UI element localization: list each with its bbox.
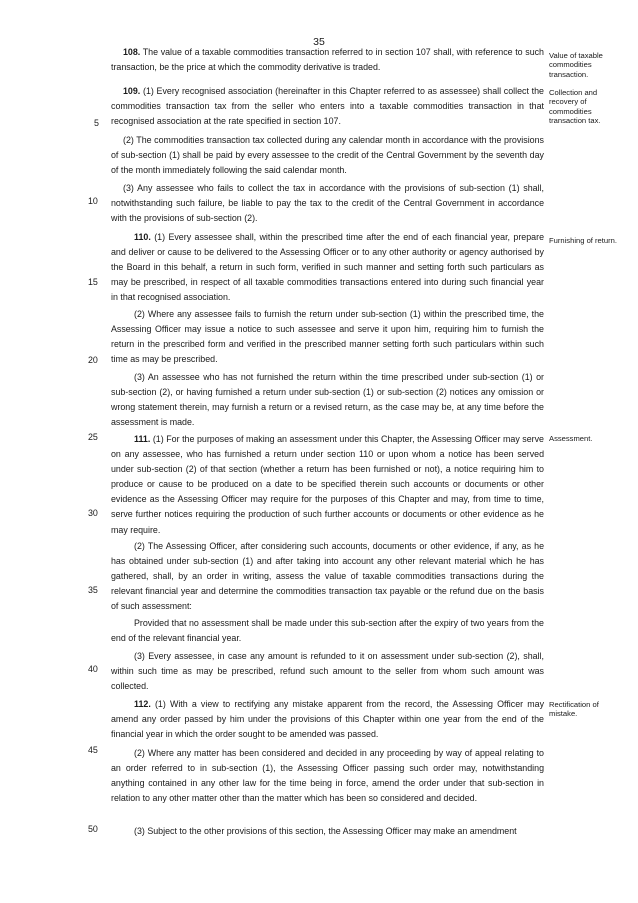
paragraph-text: (1) Every assessee shall, within the prescribed time after the end of each financial year, prepare and deliver or cause to be delivered to the Assessing Officer or to any other authority or agency authorised by the Board in this behalf, a return in such form, verified in such manner and setting forth such particulars as may be prescribed, in respect of all taxable commodities transactions entered into during such financial year in that recognised association. [111, 232, 545, 303]
sub-section-paragraph [111, 181, 544, 226]
sub-section-paragraph [111, 824, 544, 839]
sub-section-paragraph [111, 133, 544, 178]
line-number: 15 [88, 277, 98, 287]
sub-section-paragraph [111, 307, 544, 367]
line-number: 5 [94, 118, 99, 128]
paragraph-text: (3) Every assessee, in case any amount is refunded to it on assessment under sub-section (2), shall, within such time as may be prescribed, refund such amount to the seller from whom such amount was collected. [111, 651, 544, 692]
section-paragraph [111, 84, 544, 129]
sub-section-paragraph [111, 539, 544, 614]
paragraph-text: (1) With a view to rectifying any mistake apparent from the record, the Assessing Officer may amend any order passed by him under the provisions of this Chapter within one year from the end of the financial year in which the order sought to be amended was passed. [111, 699, 545, 740]
margin-note: Rectification of mistake. [549, 700, 599, 719]
line-number: 40 [88, 664, 98, 674]
section-number: 109. [123, 86, 141, 96]
line-number: 50 [88, 824, 98, 834]
line-number: 45 [88, 745, 98, 755]
sub-section-paragraph [111, 746, 544, 806]
paragraph-text: Provided that no assessment shall be made under this sub-section after the expiry of two years from the end of the relevant financial year. [111, 618, 544, 644]
sub-section-paragraph [111, 649, 544, 694]
section-paragraph [111, 697, 544, 742]
paragraph-text: (3) Subject to the other provisions of this section, the Assessing Officer may make an amendment [134, 826, 517, 836]
paragraph-text: (2) The Assessing Officer, after considering such accounts, documents or other evidence, if any, as he has obtained under sub-section (1) and after taking into account any other relevant material which he has gathered, shall, by an order in writing, assess the value of taxable commodities transactions during the relevant financial year and determine the commodities transaction tax payable or the refund due on the basis of such assessment: [111, 541, 544, 612]
paragraph-text: (3) Any assessee who fails to collect the tax in accordance with the provisions of sub-section (1) shall, notwithstanding such failure, be liable to pay the tax to the credit of the Central Government in accordance with the provisions of sub-section (2). [111, 183, 544, 224]
paragraph-text: (2) Where any matter has been considered and decided in any proceeding by way of appeal relating to an order referred to in sub-section (1), the Assessing Officer passing such order may, notwithstanding anything contained in any other law for the time being in force, amend the order under that sub-section in relation to any other matter other than the matter which has been so considered and decided. [111, 748, 544, 804]
line-number: 10 [88, 196, 98, 206]
sub-section-paragraph [111, 616, 544, 646]
margin-note: Collection and recovery of commodities transaction tax. [549, 88, 601, 126]
paragraph-text: (2) Where any assessee fails to furnish the return under sub-section (1) within the prescribed time, the Assessing Officer may issue a notice to such assessee and serve it upon him, requiring him to furnish the return in the prescribed form and verified in the prescribed manner setting forth such particulars within such time as may be prescribed. [111, 309, 544, 365]
line-number: 25 [88, 432, 98, 442]
line-number: 30 [88, 508, 98, 518]
margin-note: Furnishing of return. [549, 236, 617, 245]
section-paragraph [111, 432, 544, 538]
line-number: 35 [88, 585, 98, 595]
section-number: 108. [123, 47, 141, 57]
paragraph-text: (3) An assessee who has not furnished the return within the time prescribed under sub-section (1) or sub-section (2), or having furnished a return under sub-section (1) or sub-section (2) notices any omission or wrong statement therein, may furnish a return or a revised return, as the case may be, at any time before the assessment is made. [111, 372, 544, 428]
margin-note: Assessment. [549, 434, 593, 443]
section-paragraph [111, 45, 544, 75]
section-number: 111. [134, 434, 151, 444]
page-number: 35 [313, 36, 325, 48]
line-number: 20 [88, 355, 98, 365]
paragraph-text: (1) Every recognised association (hereinafter in this Chapter referred to as assessee) shall collect the commodities transaction tax from the seller who enters into a taxable commodities transaction in that recognised association at the rate specified in section 107. [111, 86, 544, 127]
margin-note: Value of taxable commodities transaction. [549, 51, 603, 79]
section-number: 112. [134, 699, 151, 709]
paragraph-text: The value of a taxable commodities transaction referred to in section 107 shall, with reference to such transaction, be the price at which the commodity derivative is traded. [111, 47, 544, 73]
paragraph-text: (1) For the purposes of making an assessment under this Chapter, the Assessing Officer may serve on any assessee, who has furnished a return under section 110 or upon whom a notice has been served under sub-section (2) of that section (whether a return has been furnished or not), a notice requiring him to produce or cause to be produced on a date to be specified therein such accounts or documents or other evidence as the Assessing Officer may require for the purposes of this Chapter and may, from time to time, serve further notices requiring the production of such further accounts or documents or other evidence as he may require. [111, 434, 544, 535]
sub-section-paragraph [111, 370, 544, 430]
section-number: 110. [134, 232, 151, 242]
section-paragraph [111, 230, 544, 305]
paragraph-text: (2) The commodities transaction tax collected during any calendar month in accordance with the provisions of sub-section (1) shall be paid by every assessee to the credit of the Central Government by the seventh day of the month immediately following the said calendar month. [111, 135, 544, 176]
body-text [111, 0, 544, 903]
